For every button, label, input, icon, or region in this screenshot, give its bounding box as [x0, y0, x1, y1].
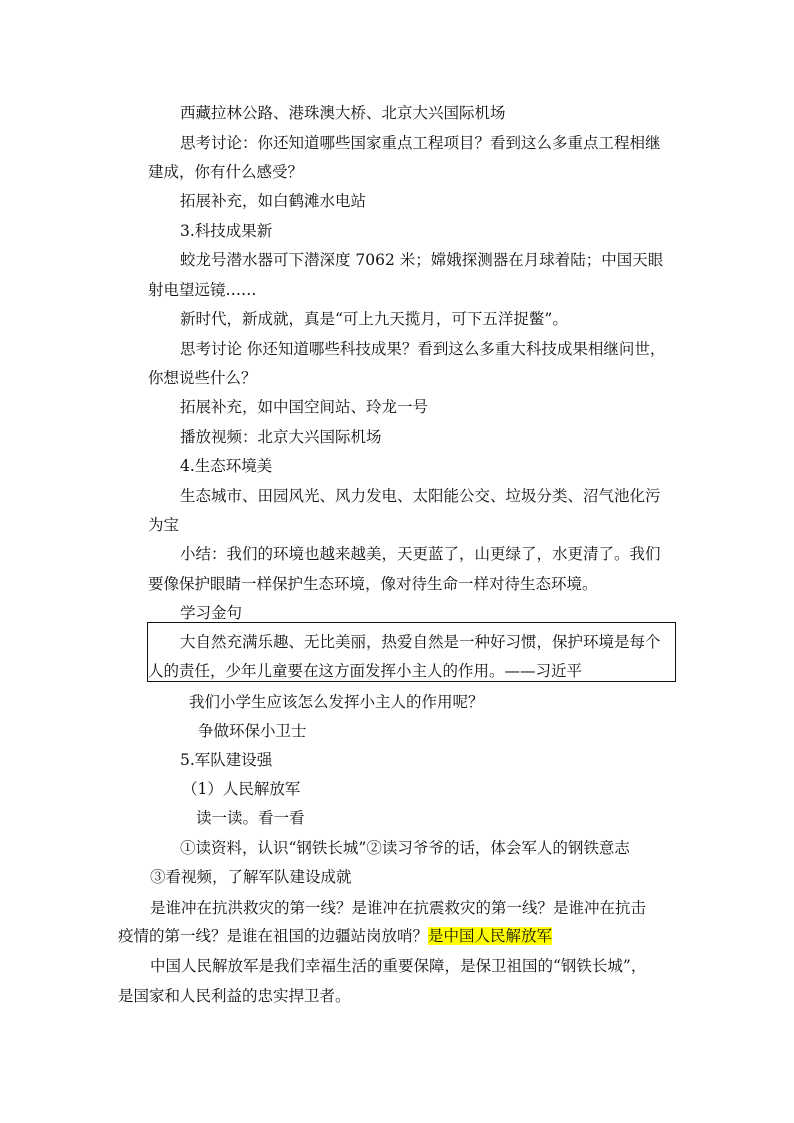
paragraph-line: 建成，你有什么感受？	[148, 163, 304, 181]
sub-heading: （1）人民解放军	[182, 780, 301, 798]
paragraph-line: 思考讨论：你还知道哪些国家重点工程项目？看到这么多重点工程相继	[180, 134, 661, 152]
paragraph-line	[118, 926, 552, 946]
section-heading: 4.生态环境美	[180, 457, 273, 475]
paragraph-line: 新时代，新成就，真是“可上九天揽月，可下五洋捉鳖”。	[180, 310, 568, 328]
paragraph-line: ①读资料，认识“钢铁长城”②读习爷爷的话，体会军人的钢铁意志	[180, 839, 630, 857]
paragraph-line: 争做环保小卫士	[198, 722, 307, 740]
paragraph-line: 中国人民解放军是我们幸福生活的重要保障，是保卫祖国的“钢铁长城”，	[150, 957, 647, 975]
paragraph-line: ③看视频，了解军队建设成就	[150, 868, 352, 886]
quote-label: 学习金句	[180, 604, 243, 622]
paragraph-line: 拓展补充，如中国空间站、玲龙一号	[180, 398, 429, 416]
paragraph-line: 射电望远镜……	[148, 281, 257, 299]
paragraph-line: 我们小学生应该怎么发挥小主人的作用呢？	[189, 693, 484, 711]
paragraph-line: 读一读。看一看	[196, 809, 305, 827]
quote-line: 大自然充满乐趣、无比美丽，热爱自然是一种好习惯，保护环境是每个	[180, 633, 661, 651]
paragraph-line: 蛟龙号潜水器可下潜深度 7062 米；嫦娥探测器在月球着陆；中国天眼	[180, 251, 664, 269]
paragraph-line: 西藏拉林公路、港珠澳大桥、北京大兴国际机场	[180, 104, 506, 122]
section-heading: 3.科技成果新	[180, 222, 273, 240]
paragraph-line: 你想说些什么？	[148, 369, 257, 387]
paragraph-line: 为宝	[148, 516, 180, 534]
paragraph-line: 拓展补充，如白鹤滩水电站	[180, 192, 367, 210]
paragraph-line: 思考讨论 你还知道哪些科技成果？看到这么多重大科技成果相继问世，	[180, 340, 666, 358]
paragraph-line: 是谁冲在抗洪救灾的第一线？是谁冲在抗震救灾的第一线？是谁冲在抗击	[150, 899, 647, 917]
paragraph-line: 要像保护眼睛一样保护生态环境，像对待生命一样对待生态环境。	[148, 575, 598, 593]
highlighted-text: 是中国人民解放军	[428, 927, 553, 945]
paragraph-line: 是国家和人民利益的忠实捍卫者。	[118, 987, 351, 1005]
paragraph-line: 小结：我们的环境也越来越美，天更蓝了，山更绿了，水更清了。我们	[180, 545, 661, 563]
paragraph-text: 疫情的第一线？是谁在祖国的边疆站岗放哨？	[118, 927, 429, 945]
paragraph-line: 播放视频：北京大兴国际机场	[180, 428, 382, 446]
section-heading: 5.军队建设强	[180, 751, 273, 769]
paragraph-line: 生态城市、田园风光、风力发电、太阳能公交、垃圾分类、沼气池化污	[180, 487, 661, 505]
quote-line: 人的责任，少年儿童要在这方面发挥小主人的作用。——习近平	[148, 662, 583, 680]
